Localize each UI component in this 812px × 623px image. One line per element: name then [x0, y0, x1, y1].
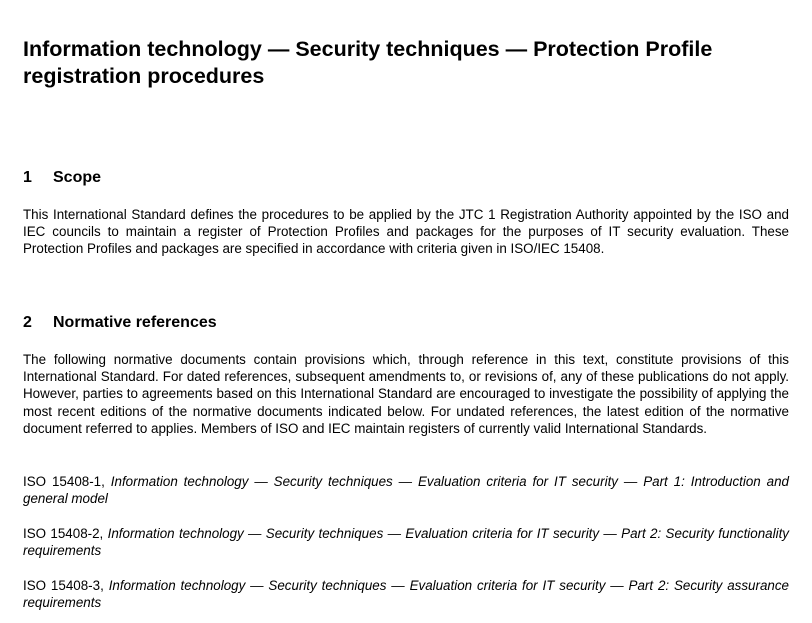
scope-paragraph: This International Standard defines the procedures to be applied by the JTC 1 Registration Authority appointed by the ISO and IEC councils to maintain a register of Protection Profiles and packages for the purposes of IT security evaluation. These Protection Profiles and packages are specified in accordance with criteria given in ISO/IEC 15408.	[23, 207, 789, 257]
reference-item	[23, 577, 789, 611]
clause-number: 2	[23, 314, 32, 331]
document-title: Information technology — Security techniques — Protection Profile registration procedures	[23, 37, 713, 88]
reference-title: Information technology — Security techniques — Evaluation criteria for IT security — Part 2: Security functionality requirements	[23, 526, 789, 559]
clause-heading-text: Normative references	[53, 314, 217, 331]
clause-heading-scope	[23, 168, 789, 188]
clause-number: 1	[23, 169, 32, 186]
reference-designation: ISO 15408-1,	[23, 474, 105, 489]
normative-references-paragraph: The following normative documents contain provisions which, through reference in this text, constitute provisions of this International Standard. For dated references, subsequent amendments to, or revisions of, any of these publications do not apply. However, parties to agreements based on this International Standard are encouraged to investigate the possibility of applying the most recent editions of the normative documents indicated below. For undated references, the latest edition of the normative document referred to applies. Members of ISO and IEC maintain registers of currently valid International Standards.	[23, 352, 789, 436]
reference-title: Information technology — Security techniques — Evaluation criteria for IT security — Part 1: Introduction and general model	[23, 474, 789, 507]
reference-designation: ISO 15408-2,	[23, 526, 104, 541]
reference-item	[23, 525, 789, 559]
reference-item	[23, 473, 789, 507]
clause-heading-normative-references	[23, 313, 789, 333]
reference-designation: ISO 15408-3,	[23, 578, 104, 593]
clause-heading-text: Scope	[53, 169, 102, 186]
reference-title: Information technology — Security techniques — Evaluation criteria for IT security — Part 2: Security assurance requirements	[23, 578, 790, 611]
